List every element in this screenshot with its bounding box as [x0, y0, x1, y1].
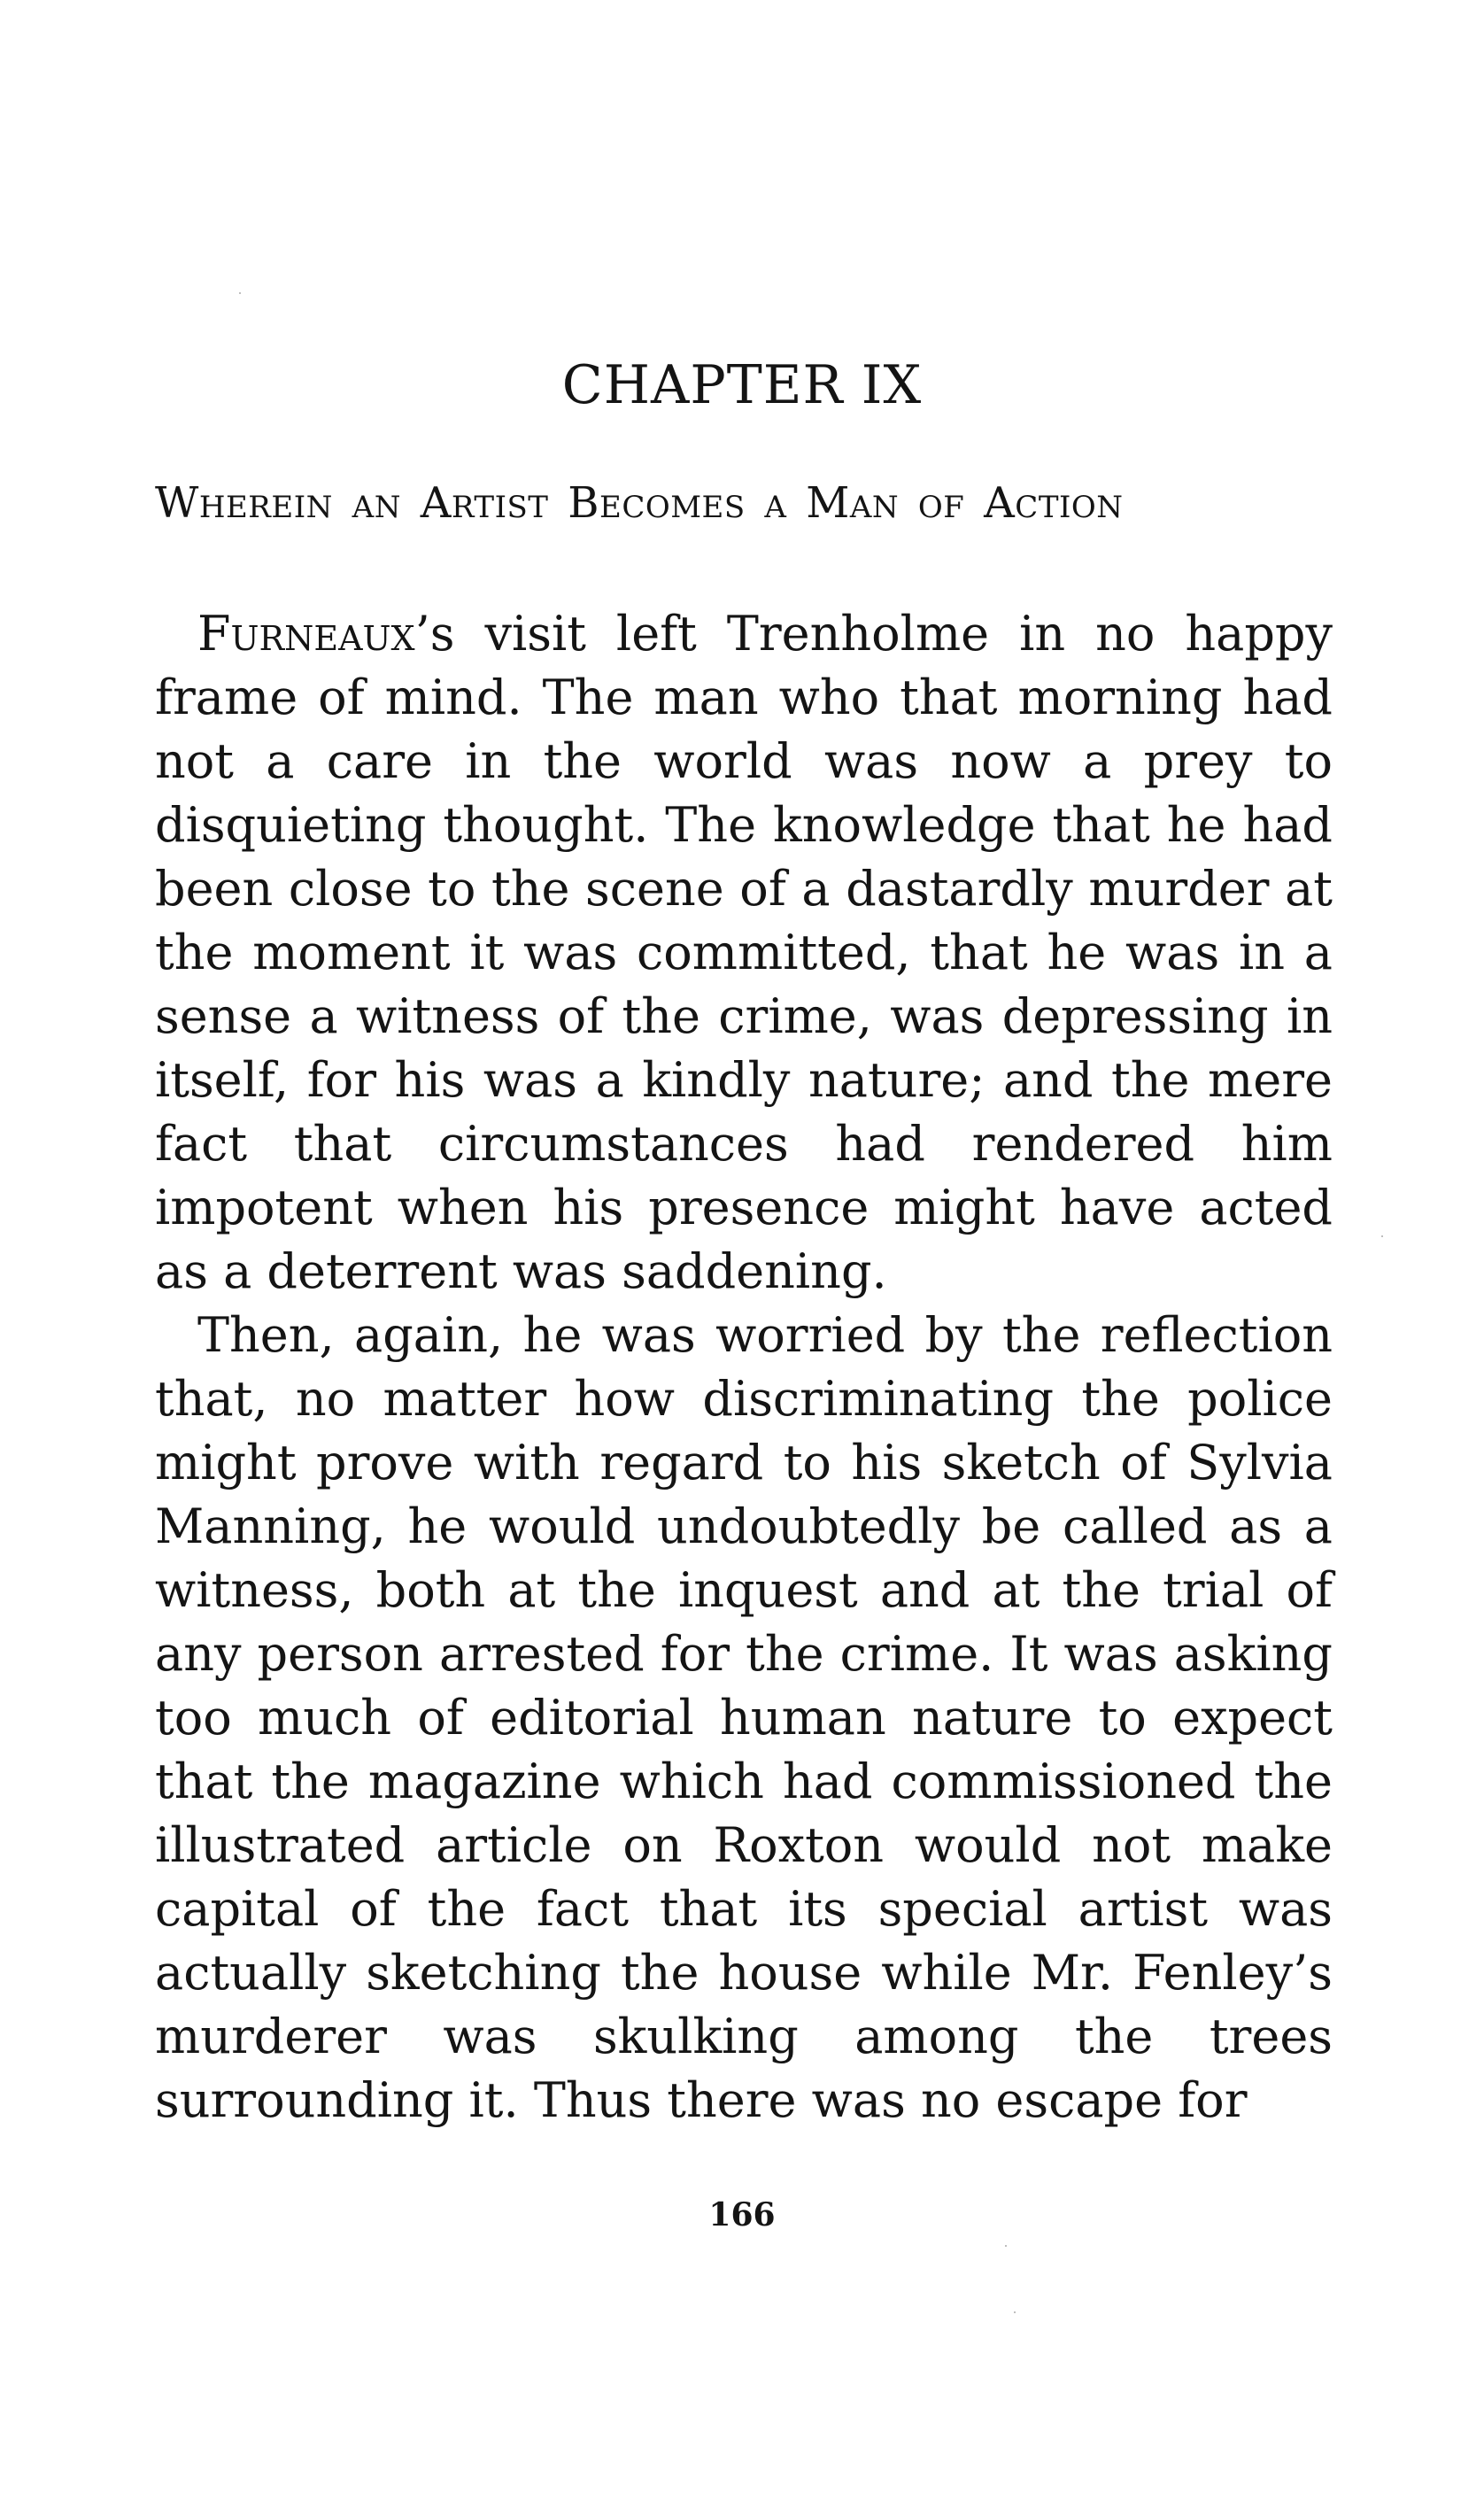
paragraph-1-text: ’s visit left Trenholme in no happy frame of mind. The man who that morning had not a care in the world was now a prey to disquieting thought. The knowledge that he had been close to the scene of a dastardly murder at the moment it was committed, that he was in a sense a witness of the crime, was depressing in itself, for his was a kindly nature; and the mere fact that circumstances had rendered him impotent when his presence might have acted as a deterrent was saddening. — [155, 606, 1333, 1299]
paragraph-2: Then, again, he was worried by the reflection that, no matter how discriminating the police might prove with regard to his sketch of Sylvia Manning, he would undoubtedly be called as a witness, both at the inquest and at the trial of any person arrested for the crime. It was asking too much of editorial human nature to expect that the magazine which had commissioned the illustrated article on Roxton would not make capital of the fact that its special artist was actually sketching the house while Mr. Fenley’s murderer was skulking among the trees surrounding it. Thus there was no escape for — [155, 1307, 1333, 2128]
paper-speck — [1381, 1235, 1383, 1237]
paper-speck — [1014, 2311, 1016, 2313]
chapter-title: Wherein an Artist Becomes a Man of Action — [155, 478, 1124, 528]
body-text — [155, 602, 1333, 2133]
chapter-number: CHAPTER IX — [561, 354, 923, 416]
paragraph-1-lead: Furneaux — [197, 606, 415, 662]
paper-speck — [1005, 2245, 1007, 2247]
paper-speck — [239, 292, 241, 294]
paragraph-1 — [155, 602, 1333, 1304]
page-number: 166 — [708, 2196, 776, 2233]
